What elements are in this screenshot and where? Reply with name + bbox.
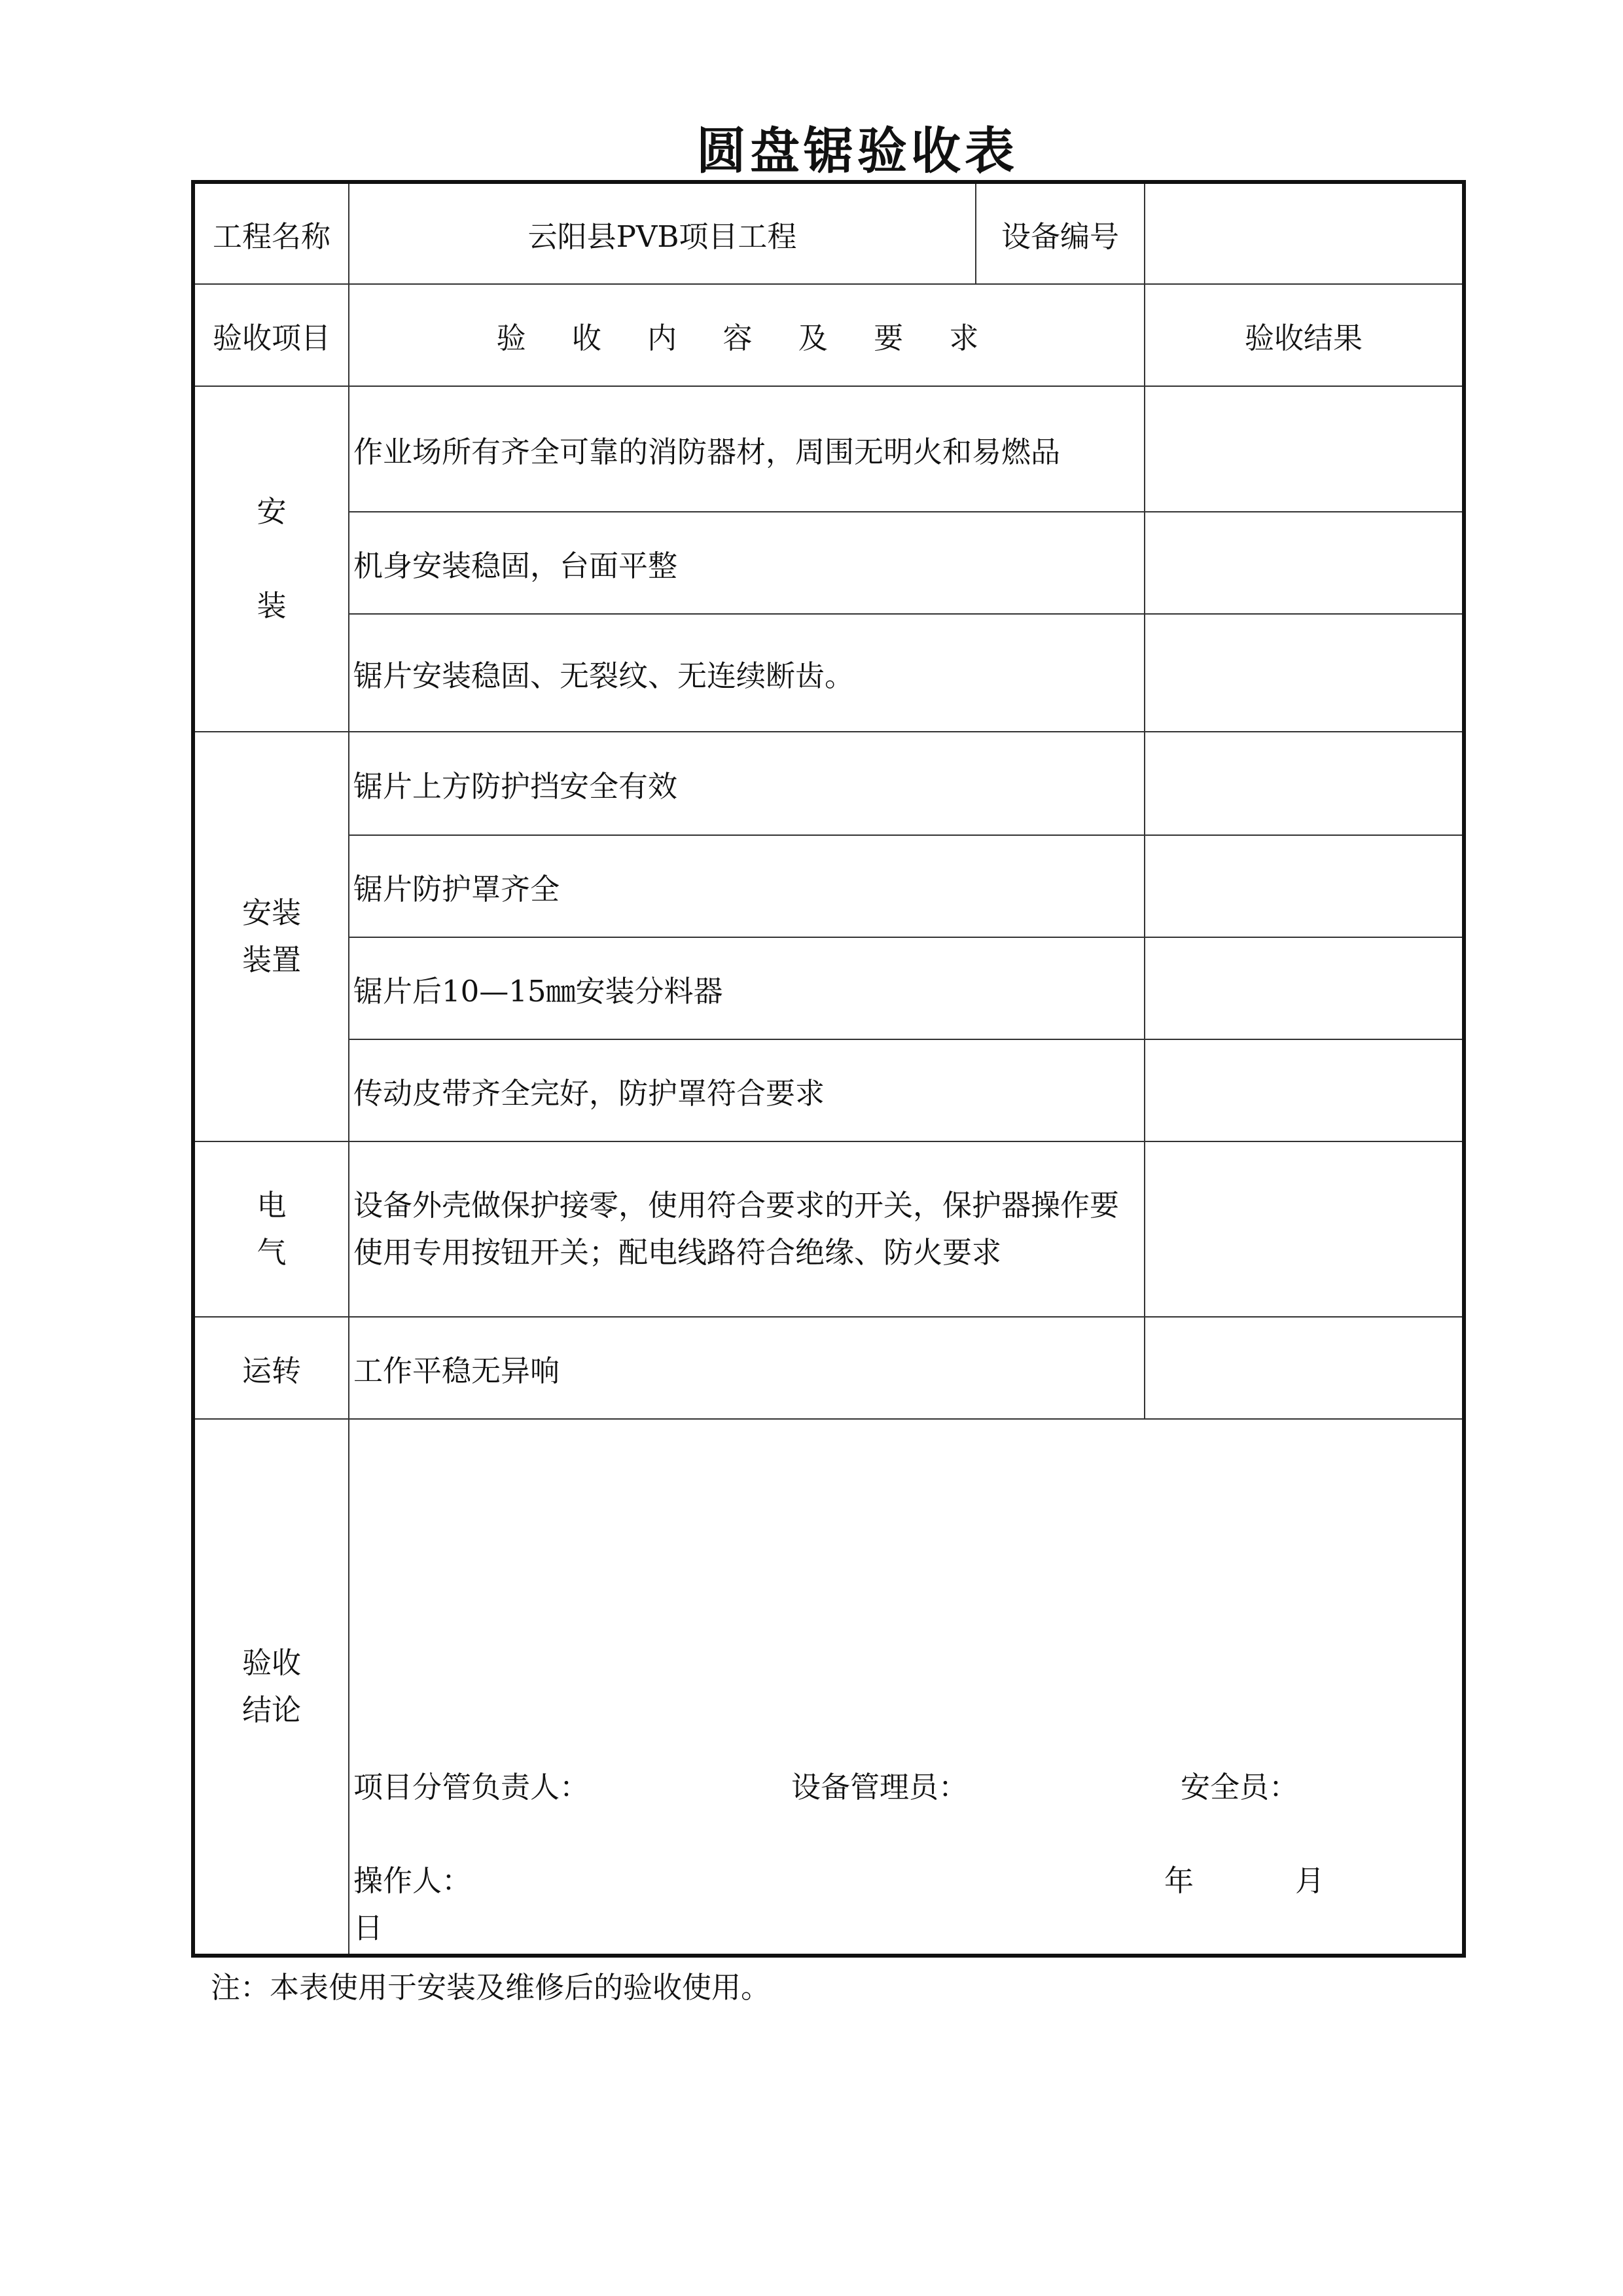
- section-label-operation: 运转: [193, 1317, 349, 1419]
- requirement-text: 设备外壳做保护接零，使用符合要求的开关，保护器操作要使用专用按钮开关；配电线路符合绝缘、防火要求: [349, 1141, 1145, 1317]
- equipment-no-label: 设备编号: [976, 182, 1145, 284]
- project-manager-label: 项目分管负责人：: [353, 1770, 590, 1804]
- requirement-text: 传动皮带齐全完好，防护罩符合要求: [349, 1039, 1145, 1141]
- table-row: [193, 1317, 1464, 1419]
- result-cell[interactable]: [1145, 386, 1464, 512]
- result-cell[interactable]: [1145, 1141, 1464, 1317]
- requirement-text: 锯片上方防护挡安全有效: [349, 732, 1145, 835]
- content-column-header: 验 收 内 容 及 要 求: [349, 284, 1145, 386]
- table-row: [193, 835, 1464, 937]
- form-title: 圆盘锯验收表: [696, 122, 1018, 180]
- result-column-header: 验收结果: [1145, 284, 1464, 386]
- footnote: 注：本表使用于安装及维修后的验收使用。: [211, 1970, 771, 2005]
- equipment-manager-label: 设备管理员：: [791, 1770, 969, 1804]
- requirement-text: 锯片后10—15㎜安装分料器: [349, 937, 1145, 1039]
- result-cell[interactable]: [1145, 1039, 1464, 1141]
- requirement-text: 机身安装稳固，台面平整: [349, 512, 1145, 614]
- section-label-device: 安装 装置: [193, 732, 349, 1141]
- project-name-label: 工程名称: [193, 182, 349, 284]
- table-row: [193, 512, 1464, 614]
- requirement-text: 锯片安装稳固、无裂纹、无连续断齿。: [349, 614, 1145, 732]
- item-column-header: 验收项目: [193, 284, 349, 386]
- conclusion-row: [193, 1419, 1464, 1956]
- project-name-value[interactable]: 云阳县PVB项目工程: [349, 182, 976, 284]
- month-label: 月: [1295, 1863, 1325, 1898]
- requirement-text: 工作平稳无异响: [349, 1317, 1145, 1419]
- section-label-conclusion: 验收 结论: [193, 1419, 349, 1956]
- operator-label: 操作人：: [353, 1863, 472, 1898]
- requirement-text: 作业场所有齐全可靠的消防器材，周围无明火和易燃品: [349, 386, 1145, 512]
- section-label-install: 安 装: [193, 386, 349, 732]
- result-cell[interactable]: [1145, 1317, 1464, 1419]
- acceptance-form-table: [191, 180, 1466, 1958]
- table-row: [193, 1141, 1464, 1317]
- table-row: [193, 732, 1464, 835]
- table-row: [193, 1039, 1464, 1141]
- table-row: [193, 386, 1464, 512]
- safety-officer-label: 安全员：: [1181, 1770, 1299, 1804]
- result-cell[interactable]: [1145, 614, 1464, 732]
- header-row: [193, 182, 1464, 284]
- result-cell[interactable]: [1145, 937, 1464, 1039]
- day-label: 日: [353, 1910, 383, 1945]
- table-row: [193, 614, 1464, 732]
- result-cell[interactable]: [1145, 835, 1464, 937]
- year-label: 年: [1164, 1863, 1194, 1898]
- result-cell[interactable]: [1145, 512, 1464, 614]
- equipment-no-value[interactable]: [1145, 182, 1464, 284]
- conclusion-cell[interactable]: [349, 1419, 1464, 1956]
- section-label-electric: 电 气: [193, 1141, 349, 1317]
- requirement-text: 锯片防护罩齐全: [349, 835, 1145, 937]
- column-header-row: [193, 284, 1464, 386]
- result-cell[interactable]: [1145, 732, 1464, 835]
- table-row: [193, 937, 1464, 1039]
